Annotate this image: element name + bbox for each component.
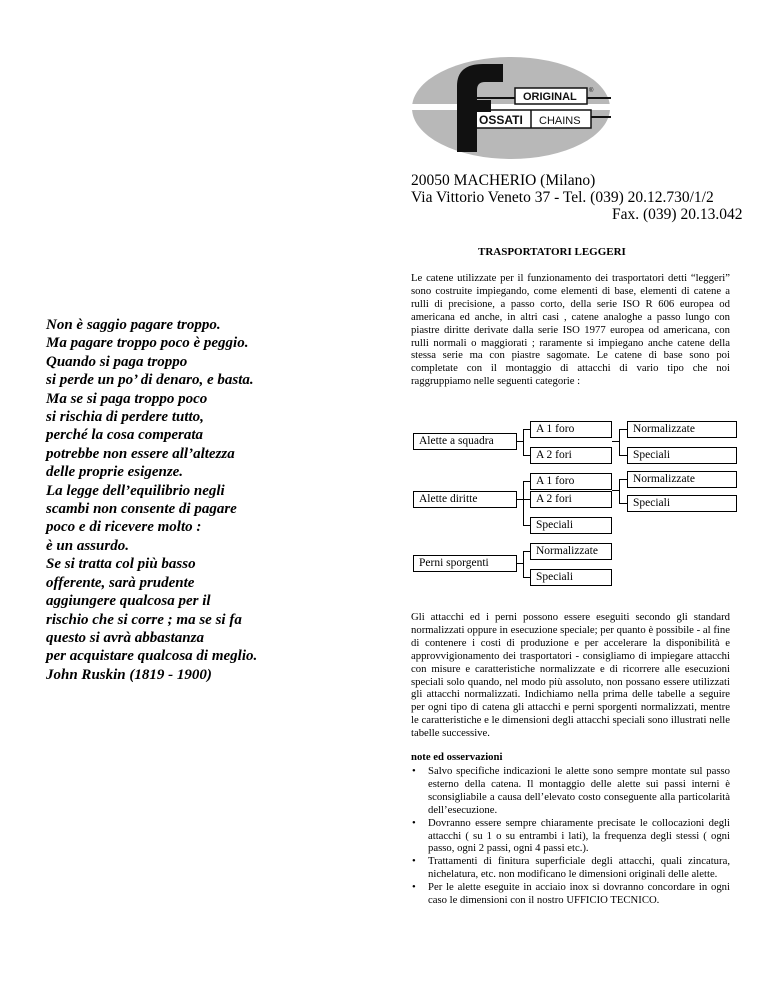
box-speciali-2: Speciali — [627, 495, 737, 512]
bullet-icon: • — [412, 881, 416, 894]
quote-line: Ma se si paga troppo poco — [46, 390, 208, 407]
quote-line: offerente, sarà prudente — [46, 574, 195, 591]
quote-line: aggiungere qualcosa per il — [46, 593, 211, 610]
box-speciali-1: Speciali — [627, 447, 737, 464]
quote-line: per acquistare qualcosa di meglio. — [46, 648, 258, 665]
connector-line — [619, 479, 627, 480]
connector-line — [523, 481, 524, 525]
quote-line: poco e di ricevere molto : — [46, 519, 202, 536]
quote-line: si perde un po’ di denaro, e basta. — [46, 372, 254, 389]
box-normalizzate-perni: Normalizzate — [530, 543, 612, 560]
box-a2-fori-diritte: A 2 fori — [530, 491, 612, 508]
address-fax: Fax. (039) 20.13.042 — [612, 206, 743, 223]
note-text: Dovranno essere sempre chiaramente precisate le collocazioni degli attacchi ( su 1 o su entrambi i lati), la frequenza degli stessi ( ogni passo, ogni 2 passi, ogni 4 passi etc.). — [428, 816, 730, 855]
quote-line: è un assurdo. — [46, 537, 129, 554]
connector-line — [619, 455, 627, 456]
connector-line — [619, 429, 620, 455]
quote-line: potrebbe non essere all’altezza — [46, 445, 235, 462]
note-text: Trattamenti di finitura superficiale degli attacchi, quali zincatura, nichelatura, etc. non modificano le dimensioni originali delle alette. — [428, 855, 730, 881]
quote-line: perché la cosa comperata — [46, 427, 204, 444]
quote-line: si rischia di perdere tutto, — [46, 409, 204, 426]
connector-line — [523, 429, 524, 455]
box-speciali-diritte: Speciali — [530, 517, 612, 534]
box-alette-diritte: Alette diritte — [413, 491, 517, 508]
connector-line — [619, 479, 620, 503]
quote-author: John Ruskin (1819 - 1900) — [46, 667, 212, 683]
intro-paragraph: Le catene utilizzate per il funzionamento dei trasportatori detti “leggeri” sono costruite impiegando, come elementi di base, elementi di catene a rulli di precisione, a passo corto, della serie ISO R 606 europea od americana ed anche, in altri casi , catene analoghe a passo lungo con piastre diritte derivate dalla serie ISO 1977 europea od americana, con rulli normali o maggiorati ; raramente si impiegano anche catene della stessa serie ma con piastre sagomate. Le catene di base sono poi completate con il montaggio di attacchi di vario tipo che noi raggruppiamo nelle seguenti categorie : — [411, 272, 730, 388]
connector-line — [619, 503, 627, 504]
standards-paragraph: Gli attacchi ed i perni possono essere eseguiti secondo gli standard normalizzati oppure in esecuzione speciale; per quanto è possibile - al fine di contenere i costi di produzione e per accelerare la disponibilità e approvvigionamento dei trasportatori - consigliamo di impiegare attacchi con misure e caratteristiche normalizzate e di ricorrere alle esecuzioni speciali solo quando, nel modo più assoluto, non possano essere utilizzati gli attacchi normalizzati. Indichiamo nella prima delle tabelle a seguire per ogni tipo di catena gli attacchi e perni sporgenti normalizzati, mentre le caratteristiche e le dimensioni degli attacchi speciali sono illustrati nelle tabelle successive. — [411, 611, 730, 740]
fossati-logo — [411, 56, 611, 160]
logo-original-text: ORIGINAL — [523, 91, 577, 103]
logo-chains-text: CHAINS — [539, 115, 581, 127]
logo-brand-text: OSSATI — [479, 113, 523, 127]
connector-line — [523, 455, 530, 456]
quote-line: delle proprie esigenze. — [46, 464, 184, 481]
note-text: Per le alette eseguite in acciaio inox si dovranno concordare in ogni caso le dimensioni con il nostro UFFICIO TECNICO. — [428, 881, 730, 907]
box-perni-sporgenti: Perni sporgenti — [413, 555, 517, 572]
bullet-icon: • — [412, 765, 416, 777]
note-text: Salvo specifiche indicazioni le alette sono sempre montate sul passo esterno della catena. Il montaggio delle alette sui passi interni è sconsigliabile a causa dell’elevato costo conseguente alla particolarità dell’esecuzione. — [428, 765, 730, 816]
quote-line: Quando si paga troppo — [46, 353, 188, 370]
ruskin-quote — [46, 316, 346, 666]
quote-line: Non è saggio pagare troppo. — [46, 317, 221, 333]
connector-line — [523, 481, 530, 482]
company-address — [411, 172, 742, 223]
quote-line: Ma pagare troppo poco è peggio. — [46, 335, 249, 352]
bullet-icon: • — [412, 855, 416, 868]
notes-list — [411, 765, 730, 907]
note-item — [411, 817, 730, 856]
connector-line — [523, 551, 524, 577]
connector-line — [523, 525, 530, 526]
connector-line — [523, 577, 530, 578]
box-a2-fori-squadra: A 2 fori — [530, 447, 612, 464]
box-normalizzate-1: Normalizzate — [627, 421, 737, 438]
quote-line: questo si avrà abbastanza — [46, 629, 204, 646]
connector-line — [523, 551, 530, 552]
quote-line: rischio che si corre ; ma se si fa — [46, 611, 242, 628]
quote-line: Se si tratta col più basso — [46, 556, 196, 573]
address-line-1: 20050 MACHERIO (Milano) — [411, 172, 596, 189]
quote-line: scambi non consente di pagare — [46, 501, 237, 518]
box-speciali-perni: Speciali — [530, 569, 612, 586]
connector-line — [612, 490, 619, 491]
note-item — [411, 765, 730, 817]
box-a1-foro-diritte: A 1 foro — [530, 473, 612, 490]
address-line-2: Via Vittorio Veneto 37 - Tel. (039) 20.12.730/1/2 — [411, 189, 714, 206]
notes-title: note ed osservazioni — [411, 751, 503, 763]
bullet-icon: • — [412, 816, 416, 829]
note-item — [411, 881, 730, 907]
connector-line — [619, 429, 627, 430]
quote-line: La legge dell’equilibrio negli — [46, 482, 225, 499]
note-item — [411, 855, 730, 881]
box-a1-foro-squadra: A 1 foro — [530, 421, 612, 438]
connector-line — [612, 441, 619, 442]
connector-line — [523, 429, 530, 430]
box-alette-squadra: Alette a squadra — [413, 433, 517, 450]
connector-line — [523, 499, 530, 500]
document-title: TRASPORTATORI LEGGERI — [478, 246, 626, 258]
logo-registered-mark: ® — [589, 88, 594, 94]
box-normalizzate-2: Normalizzate — [627, 471, 737, 488]
